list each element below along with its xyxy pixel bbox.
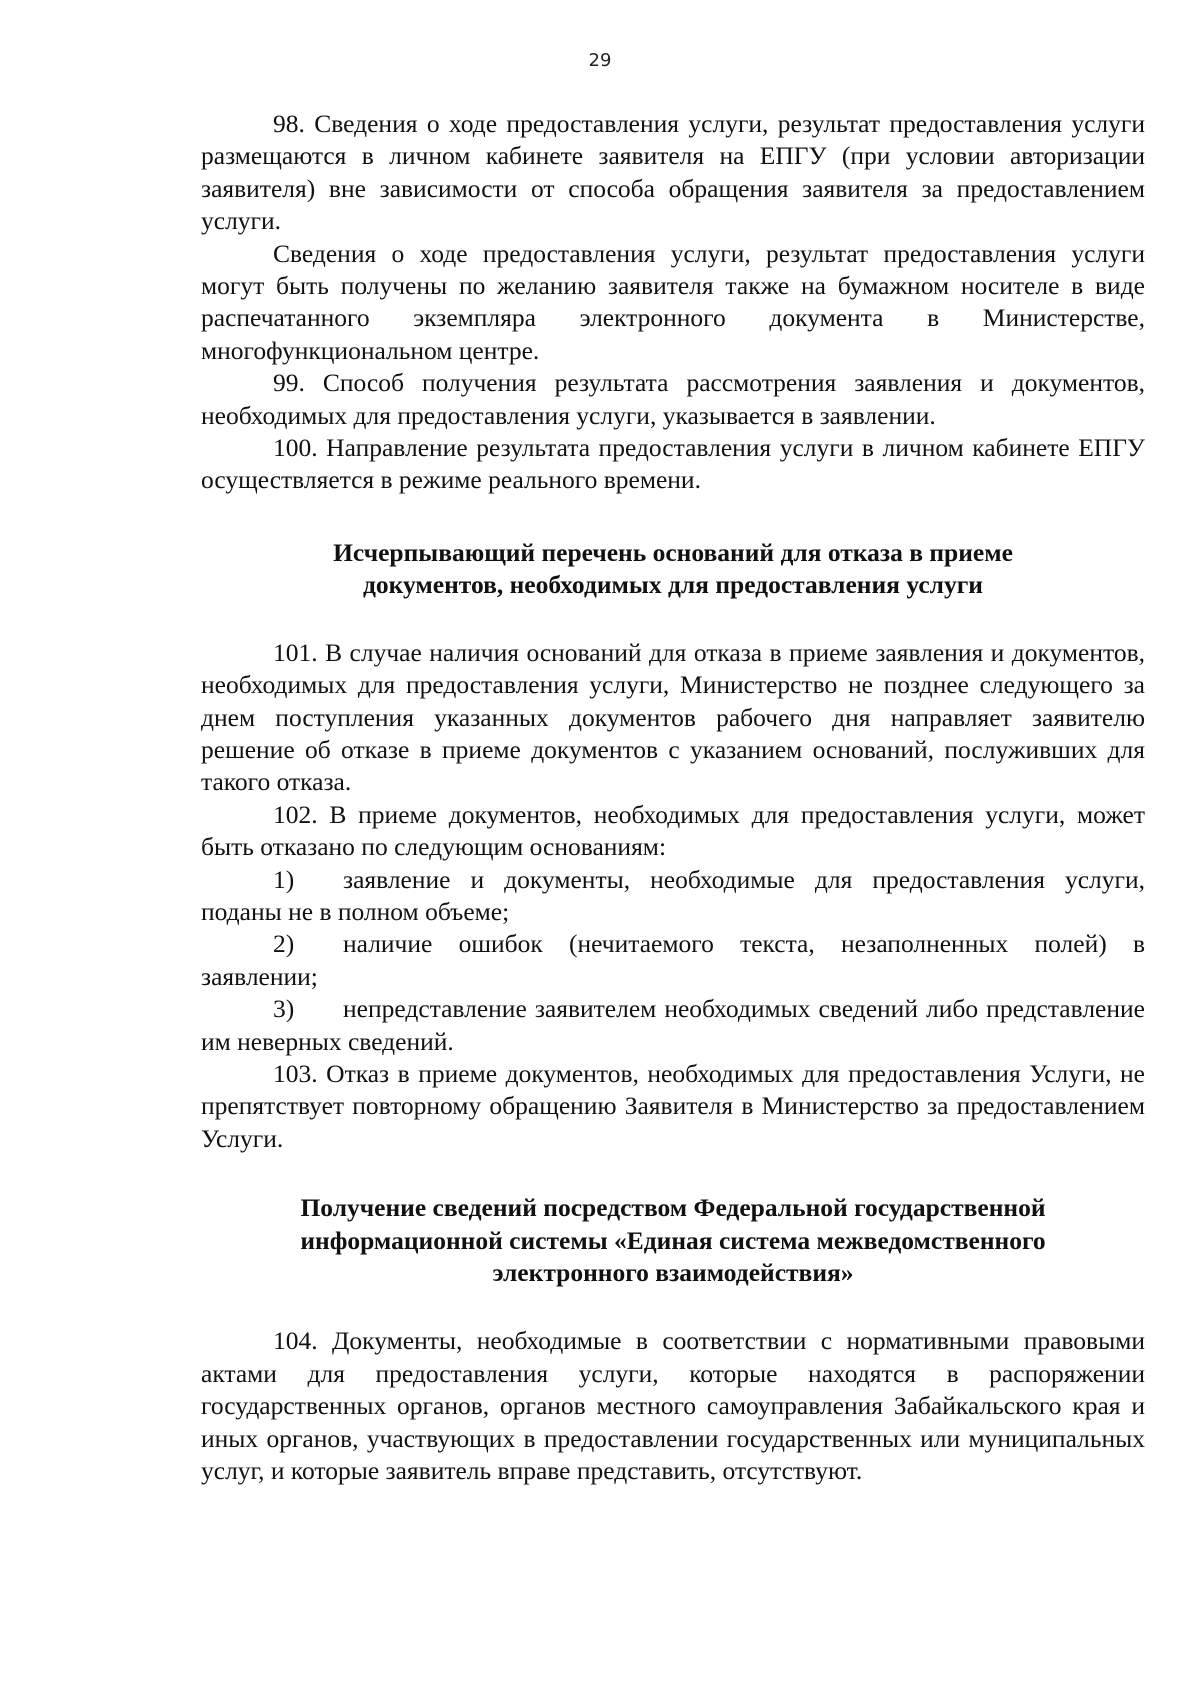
- section-heading-smev: [201, 1192, 1145, 1289]
- paragraph-98-continued: Сведения о ходе предоставления услуги, результат предоставления услуги могут быть получены по желанию заявителя также на бумажном носителе в виде распечатанного экземпляра электронного документа в Министерстве, многофункциональном центре.: [201, 238, 1145, 365]
- paragraph-102: 102. В приеме документов, необходимых для предоставления услуги, может быть отказано по следующим основаниям:: [201, 799, 1145, 862]
- section-heading-refusal-grounds: [201, 537, 1145, 602]
- document-body: [201, 108, 1145, 1487]
- list-item: [201, 864, 1145, 929]
- heading-line: Получение сведений посредством Федеральной государственной: [300, 1193, 1046, 1223]
- page-number: 29: [588, 50, 612, 71]
- list-item-number: 1): [273, 864, 295, 894]
- paragraph-98: 98. Сведения о ходе предоставления услуги, результат предоставления услуги размещаются в личном кабинете заявителя на ЕПГУ (при условии авторизации заявителя) вне зависимости от способа обращения заявителя за предоставлением услуги.: [201, 109, 1145, 236]
- list-item-text: заявление и документы, необходимые для предоставления услуги, поданы не в полном объеме;: [201, 864, 1145, 926]
- list-item-number: 3): [273, 994, 295, 1024]
- paragraph-100: 100. Направление результата предоставления услуги в личном кабинете ЕПГУ осуществляется в режиме реального времени.: [201, 433, 1145, 495]
- paragraph-103: 103. Отказ в приеме документов, необходимых для предоставления Услуги, не препятствует повторному обращению Заявителя в Министерство за предоставлением Услуги.: [201, 1058, 1145, 1153]
- list-item-number: 2): [273, 929, 295, 959]
- paragraph-101: 101. В случае наличия оснований для отказа в приеме заявления и документов, необходимых для предоставления услуги, Министерство не позднее следующего за днем поступления указанных документов рабочего дня направляет заявителю решение об отказе в приеме документов с указанием оснований, послуживших для такого отказа.: [201, 637, 1145, 797]
- list-item-text: непредставление заявителем необходимых сведений либо представление им неверных сведений.: [201, 994, 1145, 1056]
- list-item: [201, 993, 1145, 1058]
- list-item: [201, 928, 1145, 993]
- heading-line: электронного взаимодействия»: [492, 1258, 854, 1287]
- paragraph-104: 104. Документы, необходимые в соответствии с нормативными правовыми актами для предоставления услуги, которые находятся в распоряжении государственных органов, органов местного самоуправления Забайкальского края и иных органов, участвующих в предоставлении государственных или муниципальных услуг, и которые заявитель вправе представить, отсутствуют.: [201, 1326, 1145, 1486]
- heading-line: Исчерпывающий перечень оснований для отказа в приеме: [333, 537, 1013, 567]
- heading-line: документов, необходимых для предоставления услуги: [363, 570, 983, 600]
- paragraph-99: 99. Способ получения результата рассмотрения заявления и документов, необходимых для предоставления услуги, указывается в заявлении.: [201, 368, 1145, 430]
- heading-line: информационной системы «Единая система межведомственного: [300, 1225, 1046, 1255]
- list-item-text: наличие ошибок (нечитаемого текста, незаполненных полей) в заявлении;: [201, 929, 1145, 991]
